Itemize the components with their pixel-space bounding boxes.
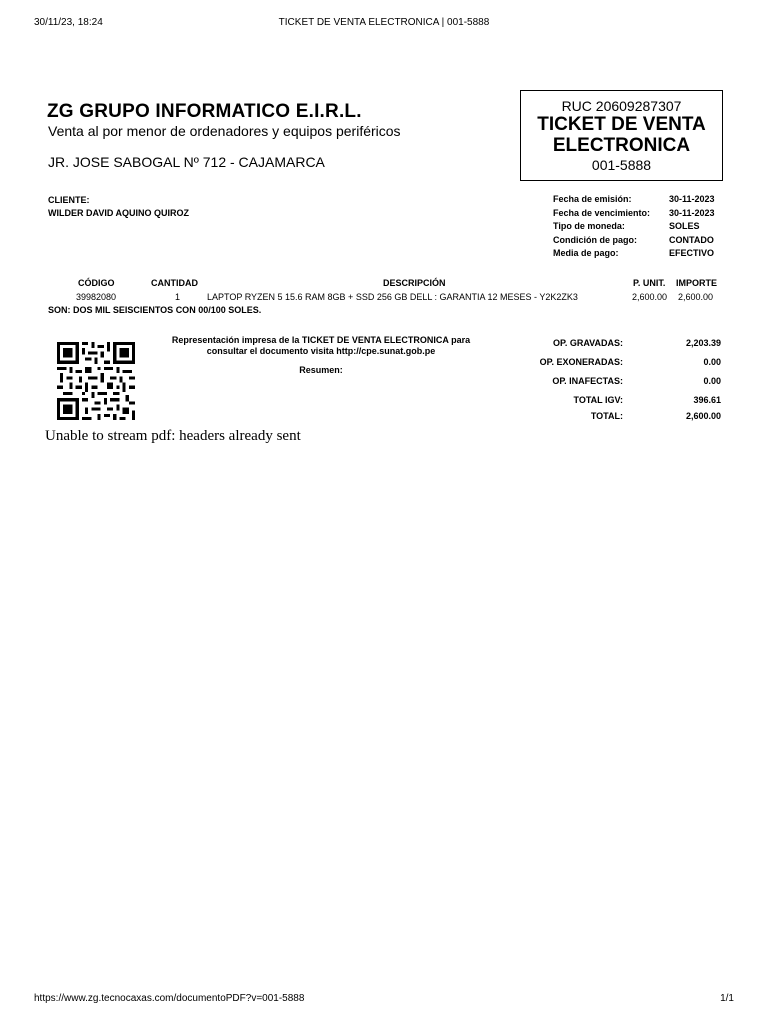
- document-type-line1: TICKET DE VENTA: [537, 114, 706, 135]
- total-label-total: TOTAL:: [590, 411, 623, 421]
- table-row: [0, 292, 768, 304]
- info-row-payment-method: [553, 248, 733, 262]
- item-unit-price: 2,600.00: [632, 292, 668, 302]
- document-box: [520, 90, 723, 181]
- invoice-info: [553, 194, 733, 262]
- company-address: JR. JOSE SABOGAL Nº 712 - CAJAMARCA: [48, 154, 325, 170]
- item-code: 39982080: [76, 292, 117, 302]
- document-type-line2: ELECTRONICA: [552, 135, 691, 156]
- info-value: 30-11-2023: [669, 194, 715, 204]
- total-value-total: 2,600.00: [685, 411, 721, 421]
- stream-error-message: Unable to stream pdf: headers already sent: [45, 428, 301, 444]
- info-row-currency: [553, 221, 733, 235]
- company-name: ZG GRUPO INFORMATICO E.I.R.L.: [47, 101, 362, 122]
- info-label: Tipo de moneda:: [553, 221, 625, 231]
- header-description: DESCRIPCIÓN: [383, 278, 446, 288]
- total-value-inafectas: 0.00: [703, 376, 721, 386]
- print-header: [0, 17, 768, 31]
- info-row-payment-condition: [553, 235, 733, 249]
- representation-line1: Representación impresa de la TICKET DE VENTA ELECTRONICA para: [171, 335, 471, 345]
- company-description: Venta al por menor de ordenadores y equipos periféricos: [48, 123, 401, 139]
- total-value-igv: 396.61: [693, 395, 721, 405]
- amount-in-words: SON: DOS MIL SEISCIENTOS CON 00/100 SOLES.: [48, 305, 262, 315]
- document-ruc: RUC 20609287307: [561, 98, 682, 114]
- info-label: Media de pago:: [553, 248, 619, 258]
- client-label: CLIENTE:: [48, 195, 90, 205]
- info-value: 30-11-2023: [669, 207, 715, 218]
- info-label: Fecha de vencimiento:: [553, 207, 651, 218]
- info-label: Fecha de emisión:: [553, 194, 632, 204]
- print-page-number: 1/1: [720, 993, 734, 1004]
- total-label-gravadas: OP. GRAVADAS:: [552, 338, 623, 348]
- qr-code-icon: [54, 342, 138, 420]
- info-label: Condición de pago:: [553, 234, 637, 245]
- print-datetime: 30/11/23, 18:24: [34, 17, 103, 28]
- header-code: CÓDIGO: [78, 278, 115, 288]
- print-url: https://www.zg.tecnocaxas.com/documentoPDF?v=001-5888: [34, 993, 305, 1004]
- info-value: CONTADO: [669, 234, 714, 245]
- info-row-issue-date: [553, 194, 733, 208]
- item-quantity: 1: [175, 292, 181, 302]
- print-footer: [0, 993, 768, 1007]
- document-number: 001-5888: [591, 157, 652, 173]
- total-label-igv: TOTAL IGV:: [573, 395, 623, 405]
- total-value-exoneradas: 0.00: [703, 357, 721, 367]
- header-amount: IMPORTE: [676, 278, 718, 288]
- total-label-exoneradas: OP. EXONERADAS:: [539, 357, 623, 367]
- total-label-inafectas: OP. INAFECTAS:: [552, 376, 623, 386]
- representation-note: [150, 335, 492, 356]
- info-value: SOLES: [669, 221, 700, 231]
- total-value-gravadas: 2,203.39: [685, 338, 721, 348]
- item-amount: 2,600.00: [678, 292, 714, 302]
- representation-line2: consultar el documento visita http://cpe.sunat.gob.pe: [206, 345, 436, 356]
- item-description: LAPTOP RYZEN 5 15.6 RAM 8GB + SSD 256 GB DELL : GARANTIA 12 MESES - Y2K2ZK3: [207, 292, 578, 302]
- items-table-header: [0, 278, 768, 290]
- header-quantity: CANTIDAD: [151, 278, 198, 288]
- summary-label: Resumen:: [299, 365, 343, 375]
- client-name: WILDER DAVID AQUINO QUIROZ: [48, 208, 189, 218]
- print-title: TICKET DE VENTA ELECTRONICA | 001-5888: [278, 17, 490, 28]
- header-unit-price: P. UNIT.: [633, 278, 666, 288]
- info-value: EFECTIVO: [669, 248, 715, 258]
- info-row-due-date: [553, 208, 733, 222]
